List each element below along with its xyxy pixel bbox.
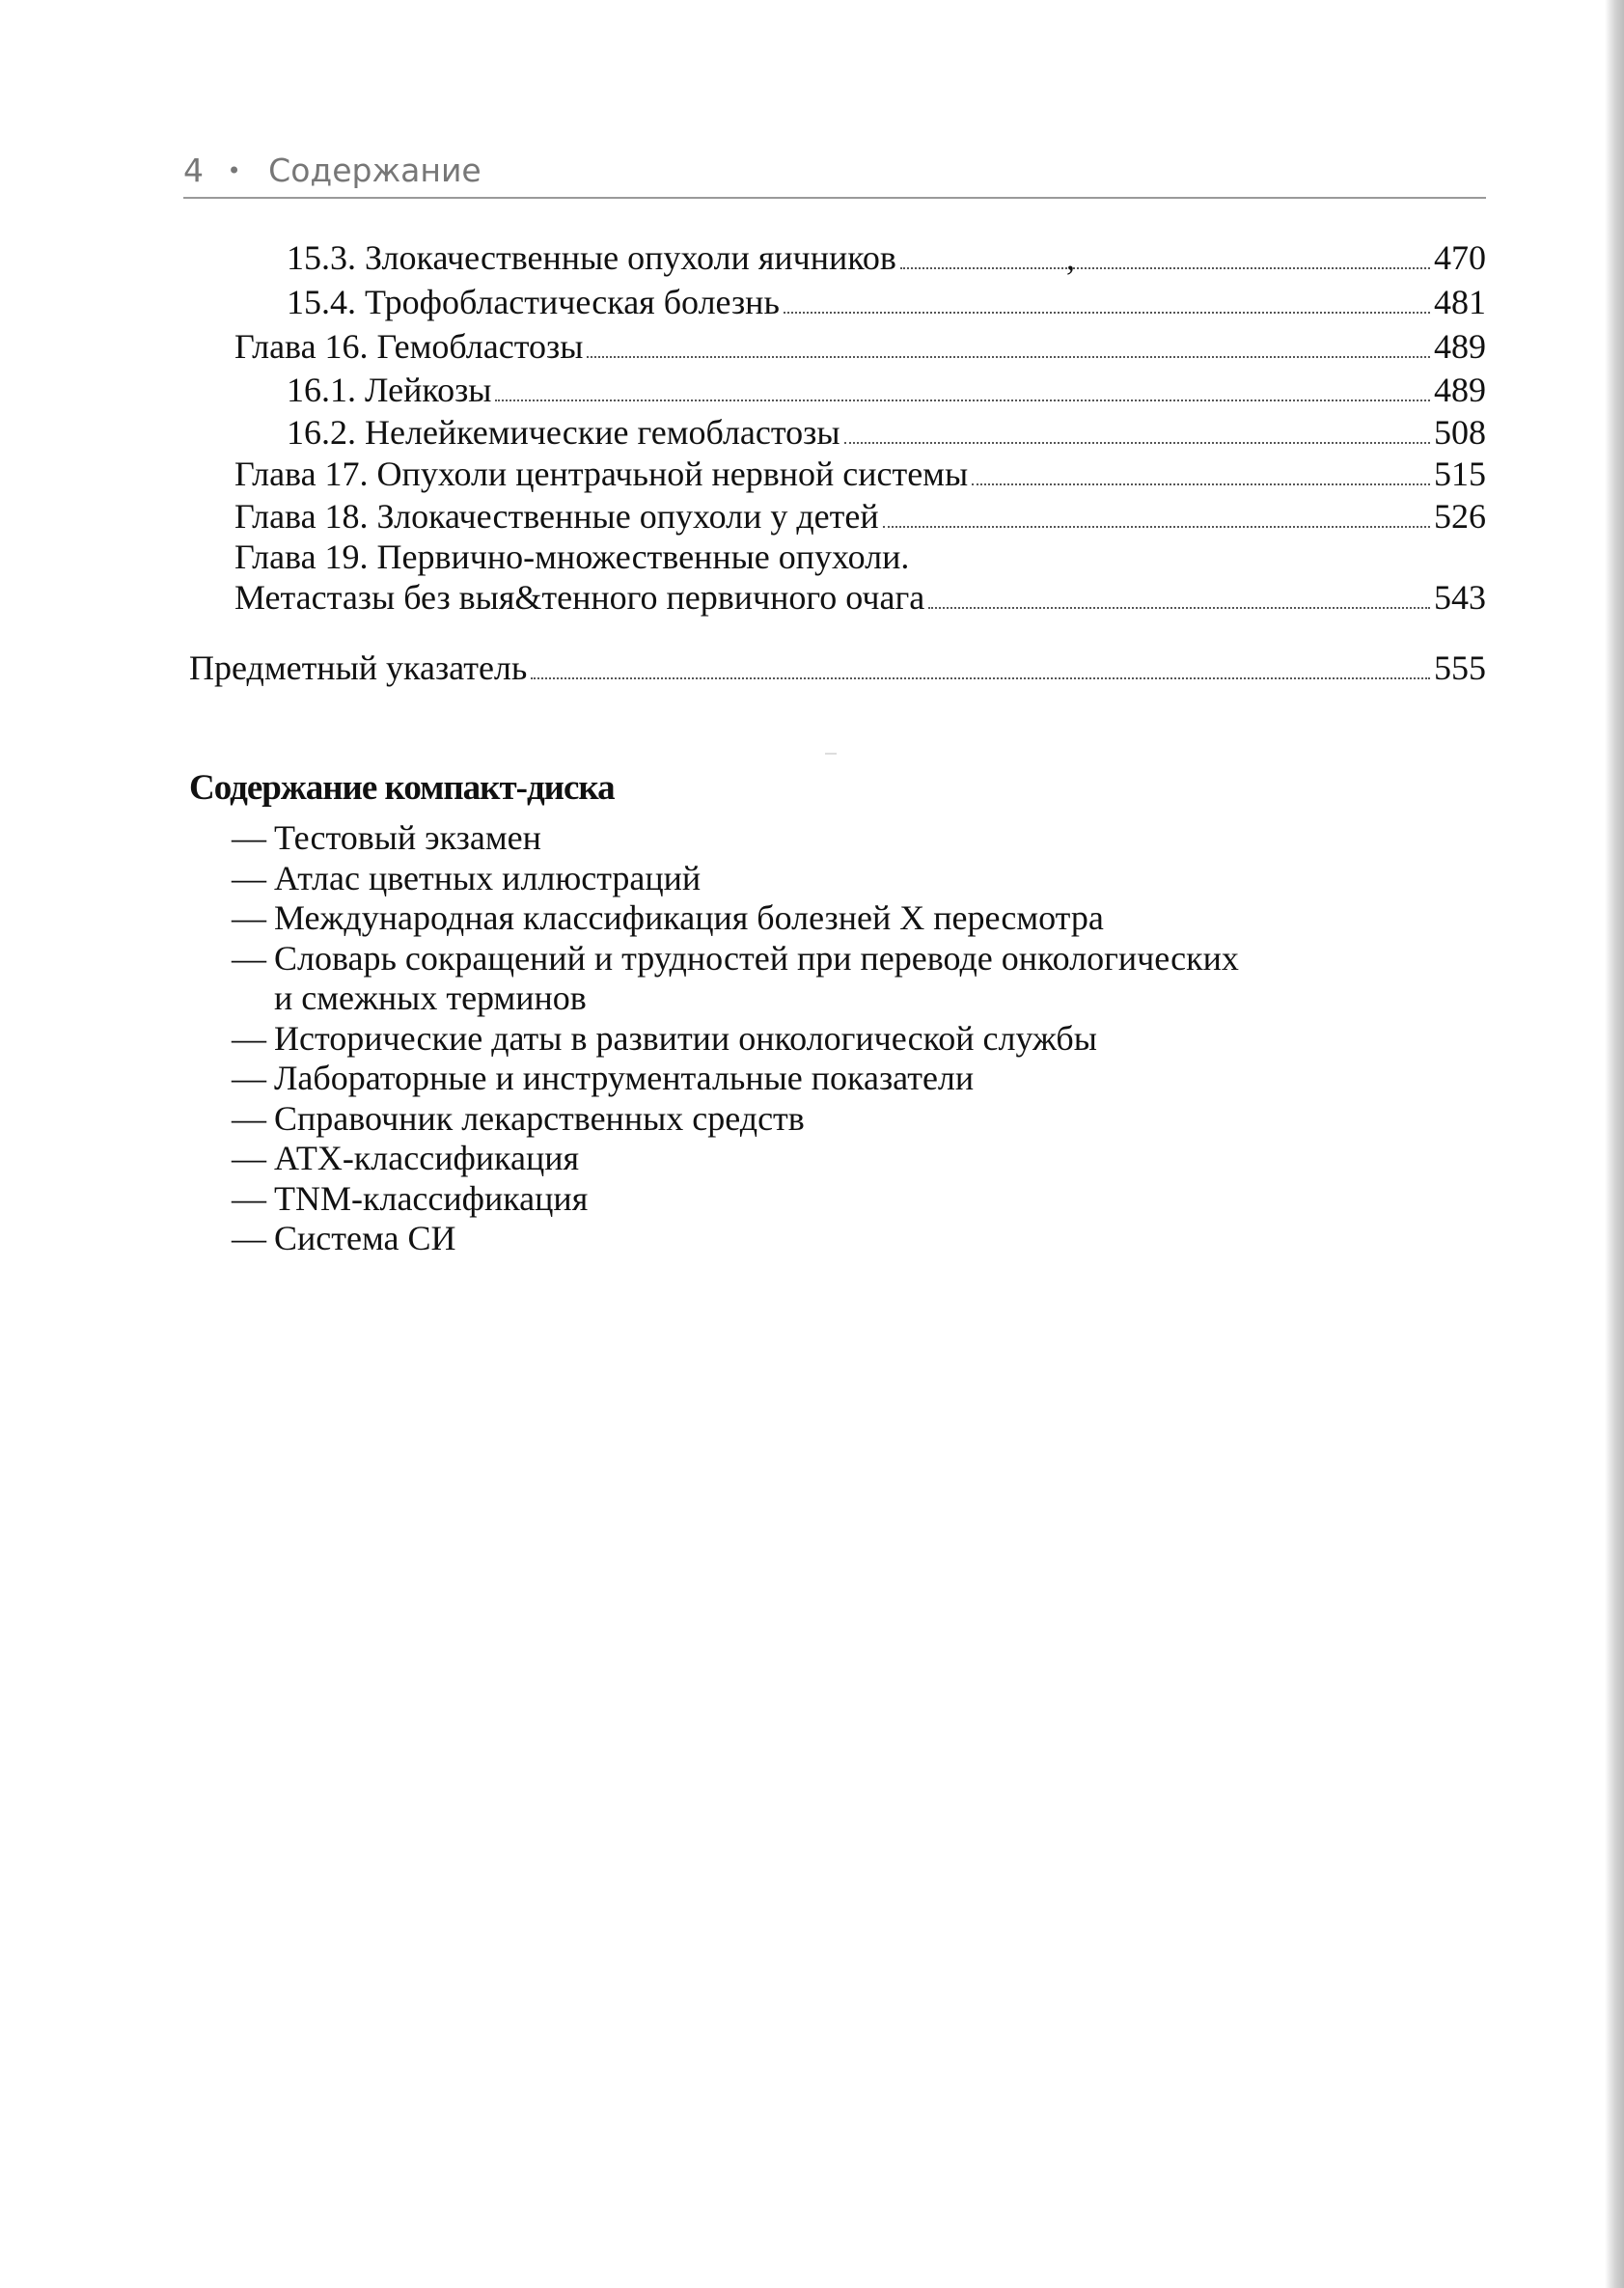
list-item: [232, 1139, 1239, 1179]
toc-entry-title: Метастазы без выя&тенного первичного очага: [234, 578, 925, 617]
toc-entry: [234, 325, 1486, 368]
toc-entry-title: Глава 18. Злокачественные опухоли у детей: [234, 497, 879, 536]
dash-marker: —: [232, 1098, 266, 1138]
toc-entry-page: 470: [1434, 238, 1486, 277]
list-item-text: Атлас цветных иллюстраций: [274, 858, 702, 897]
list-item: [232, 818, 1239, 859]
list-item-text: Тестовый экзамен: [274, 818, 541, 857]
list-item-continuation: [232, 979, 1239, 1019]
toc-entry: [287, 281, 1486, 323]
list-item: [232, 939, 1239, 979]
toc-entry-page: 489: [1434, 327, 1486, 366]
list-item-text: Справочник лекарственных средств: [274, 1098, 805, 1138]
toc-entry-page: 526: [1434, 497, 1486, 536]
toc-entry-page: 489: [1434, 371, 1486, 409]
dash-marker: —: [232, 898, 266, 937]
toc-entry-page: 555: [1434, 648, 1486, 687]
dash-marker: —: [232, 818, 266, 857]
list-item: [232, 1179, 1239, 1220]
toc-entry-title: 15.4. Трофобластическая болезнь: [287, 283, 780, 321]
list-item-text: Лабораторные и инструментальные показатели: [274, 1059, 975, 1097]
toc-leader: [883, 526, 1430, 528]
list-item-text: Международная классификация болезней X пересмотра: [274, 898, 1104, 937]
list-item: [232, 898, 1239, 939]
toc-entry: [287, 236, 1486, 279]
running-head-title: Содержание: [268, 152, 482, 189]
list-item: [232, 1059, 1239, 1099]
list-item-text: Система СИ: [274, 1219, 456, 1257]
toc-leader: [928, 607, 1430, 609]
toc-entry-title: Глава 19. Первично-множественные опухоли.: [234, 538, 910, 576]
toc-entry-title: 16.1. Лейкозы: [287, 371, 492, 409]
toc-entry-page: 543: [1434, 578, 1486, 617]
list-item-text: АТХ-классификация: [274, 1139, 580, 1177]
toc-entry-title: Глава 17. Опухоли центрачьной нервной системы: [234, 455, 969, 493]
toc-leader: [844, 442, 1430, 444]
dash-marker: —: [232, 1018, 266, 1058]
scan-artifact: [825, 753, 837, 755]
toc-entry-page: 508: [1434, 413, 1486, 452]
toc-leader: [587, 356, 1430, 358]
bullet-separator: •: [227, 157, 241, 184]
dash-marker: —: [232, 938, 266, 978]
cd-contents-heading: Содержание компакт-диска: [189, 768, 615, 808]
toc-entry: [287, 411, 1486, 454]
dash-marker: —: [232, 858, 266, 897]
toc-leader: [900, 238, 1430, 277]
list-item-text: Словарь сокращений и трудностей при переводе онкологических: [274, 938, 1239, 978]
toc-leader: [531, 677, 1430, 679]
list-item: [232, 859, 1239, 899]
list-item-text: Исторические даты в развитии онкологической службы: [274, 1018, 1097, 1058]
list-item: [232, 1219, 1239, 1259]
toc-entry-title: Предметный указатель: [189, 648, 528, 687]
dash-marker: —: [232, 1059, 266, 1097]
dash-marker: —: [232, 1139, 266, 1177]
toc-entry: [234, 536, 909, 578]
toc-stray-comma: ,: [1065, 238, 1075, 277]
cd-contents-list: [232, 818, 1239, 1259]
dash-marker: —: [232, 1178, 266, 1218]
toc-entry: [287, 369, 1486, 411]
dash-marker: —: [232, 1219, 266, 1257]
list-item-text: и смежных терминов: [274, 979, 587, 1017]
page-edge-shadow: [1605, 0, 1624, 2288]
toc-entry-page: 481: [1434, 283, 1486, 321]
toc-entry-title: 15.3. Злокачественные опухоли яичников: [287, 238, 896, 277]
toc-entry: [234, 453, 1486, 495]
toc-leader: [784, 312, 1430, 314]
toc-leader: [972, 483, 1430, 485]
list-item-text: TNM-классификация: [274, 1178, 589, 1218]
toc-entry: [189, 647, 1486, 689]
list-item: [232, 1019, 1239, 1060]
toc-leader: [495, 400, 1430, 401]
toc-entry: [234, 495, 1486, 538]
toc-entry-title: Глава 16. Гемобластозы: [234, 327, 584, 366]
running-head: [183, 145, 1486, 199]
page-number: 4: [183, 152, 204, 189]
list-item: [232, 1099, 1239, 1140]
toc-entry-title: 16.2. Нелейкемические гемобластозы: [287, 413, 840, 452]
toc-entry: [234, 576, 1486, 619]
toc-entry-page: 515: [1434, 455, 1486, 493]
